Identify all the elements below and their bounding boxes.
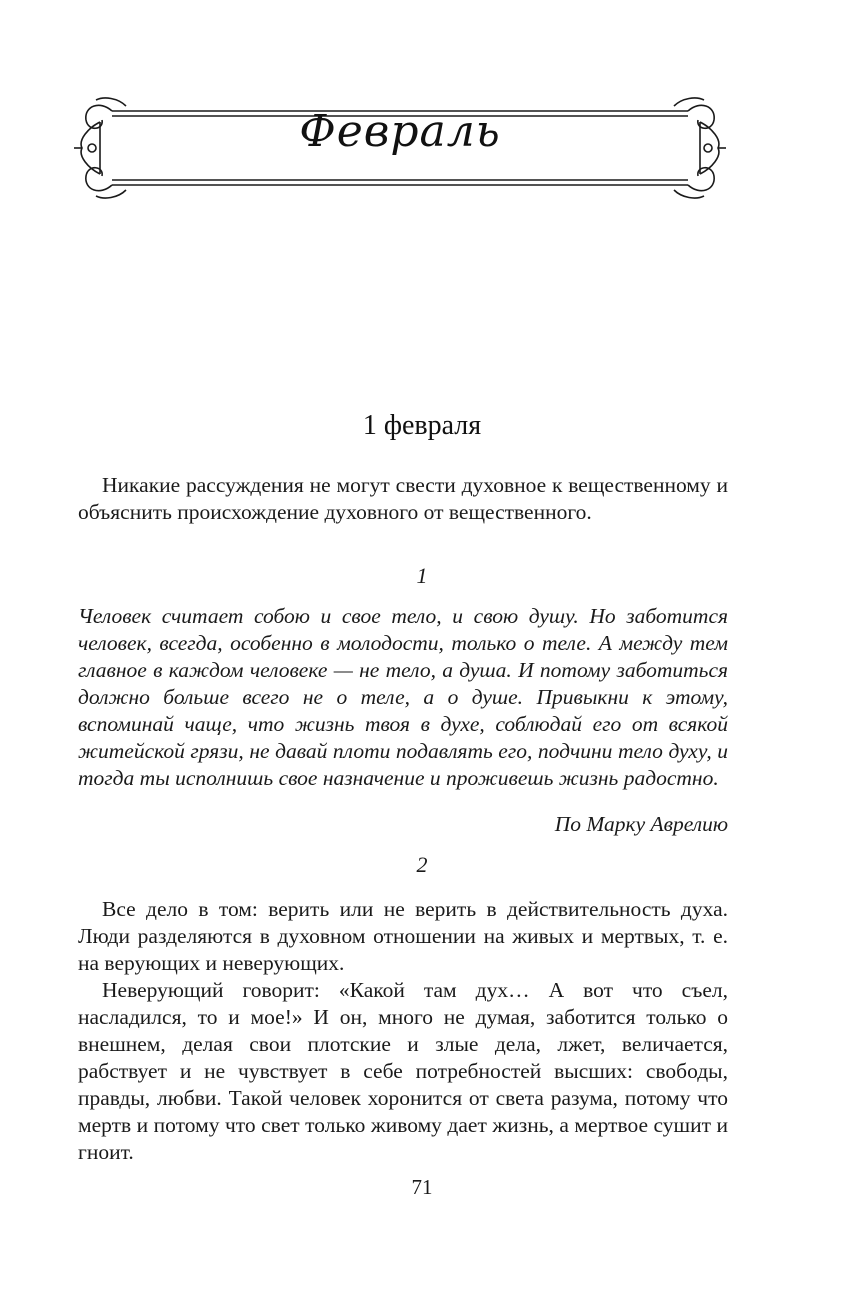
section-2-block: [78, 896, 728, 1166]
section-number: 1: [416, 563, 428, 588]
attribution: По Марку Аврелию: [554, 812, 728, 836]
section-1-block: [78, 603, 728, 792]
section-2-paragraph: Неверующий говорит: «Какой там дух… А вот что съел, насладился, то и мое!» И он, много не думая, заботится только о внешнем, делая свои плотские и злые дела, лжет, величается, рабствует и не чувствует в себе потребностей высших: свободы, правды, любви. Такой человек хоронится от света разума, потому что мертв и потому что свет только живому дает жизнь, а мертвое сушит и гноит.: [78, 978, 728, 1164]
section-number: 2: [416, 852, 428, 877]
month-title: Февраль: [299, 106, 501, 157]
month-header-frame: [70, 92, 730, 202]
intro-paragraph-block: [78, 472, 728, 526]
section-1-text: Человек считает собою и свое тело, и свою душу. Но заботится человек, всегда, особенно в молодости, только о теле. А между тем главное в каждом человеке — не тело, а душа. И потому заботиться должно больше всего не о теле, а о душе. Привыкни к этому, вспоминай чаще, что жизнь твоя в духе, соблюдай его от всякой житейской грязи, не давай плоти подавлять его, подчини тело духу, и тогда ты исполнишь свое назначение и проживешь жизнь радостно.: [78, 604, 728, 790]
intro-paragraph: Никакие рассуждения не могут свести духовное к вещественному и объяснить происхождение духовного от вещественного.: [78, 473, 728, 524]
section-2-paragraph: Все дело в том: верить или не верить в действительность духа. Люди разделяются в духовном отношении на живых и мертвых, т. е. на верующих и неверующих.: [78, 897, 728, 975]
date-heading: 1 февраля: [362, 410, 482, 441]
page-number: 71: [411, 1175, 433, 1199]
